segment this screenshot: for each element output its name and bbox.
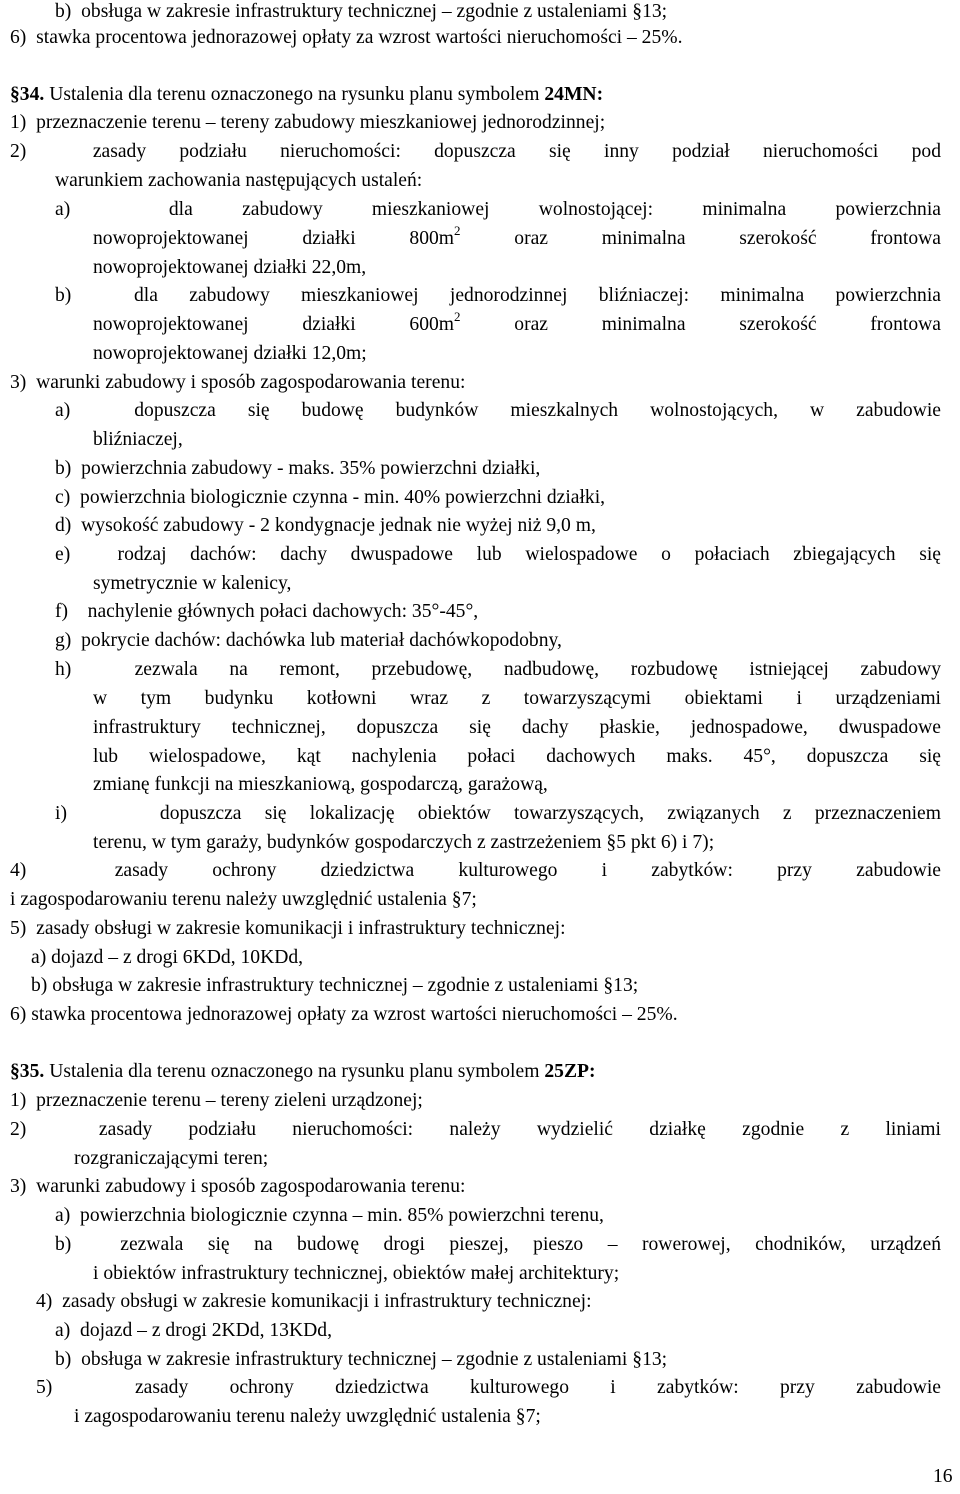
s34-item-2a-cont [93,225,941,254]
section-35-heading [10,1058,596,1086]
top-line-6: 6) stawka procentowa jednorazowej opłaty za wzrost wartości nieruchomości – 25%. [10,27,683,48]
section-35-symbol: 25ZP: [544,1061,596,1082]
top-line-b: b) obsługa w zakresie infrastruktury technicznej – zgodnie z ustaleniami §13; [55,1,668,22]
s34-item-3c: c) powierzchnia biologicznie czynna - min. 40% powierzchni działki, [55,487,606,508]
s34-item-5: 5) zasady obsługi w zakresie komunikacji i infrastruktury technicznej: [10,918,566,939]
s35-item-3a: a) powierzchnia biologicznie czynna – min. 85% powierzchni terenu, [55,1205,604,1226]
s34-item-3i: i) dopuszcza się lokalizację obiektów towarzyszących, związanych z przeznaczeniem [55,803,941,824]
section-34-heading-text: Ustalenia dla terenu oznaczonego na rysunku planu symbolem [44,84,545,105]
section-35-heading-text: Ustalenia dla terenu oznaczonego na rysunku planu symbolem [44,1061,545,1082]
s34-item-2: 2) zasady podziału nieruchomości: dopuszcza się inny podział nieruchomości pod [10,141,941,162]
s34-item-3g: g) pokrycie dachów: dachówka lub materiał dachówkopodobny, [55,630,562,651]
section-34-symbol: 24MN: [544,84,604,105]
s34-item-3e: e) rodzaj dachów: dachy dwuspadowe lub wielospadowe o połaciach zbiegających się [55,544,941,565]
s34-item-3d: d) wysokość zabudowy - 2 kondygnacje jednak nie wyżej niż 9,0 m, [55,515,596,536]
s35-item-5-cont: i zagospodarowaniu terenu należy uwzględnić ustalenia §7; [74,1406,541,1427]
s34-item-3i-cont: terenu, w tym garaży, budynków gospodarczych z zastrzeżeniem §5 pkt 6) i 7); [93,832,715,853]
s34-item-2b-end: nowoprojektowanej działki 12,0m; [93,343,367,364]
s34-item-3a: a) dopuszcza się budowę budynków mieszkalnych wolnostojących, w zabudowie [55,400,941,421]
s35-item-3: 3) warunki zabudowy i sposób zagospodarowania terenu: [10,1176,466,1197]
s34-item-3h-cont-1: w tym budynku kotłowni wraz z towarzyszącymi obiektami i urządzeniami [93,688,941,709]
s34-item-3h-cont-4: zmianę funkcji na mieszkaniową, gospodarczą, garażową, [93,774,548,795]
s34-item-4-cont: i zagospodarowaniu terenu należy uwzględnić ustalenia §7; [10,889,477,910]
s35-item-3b-cont: i obiektów infrastruktury technicznej, obiektów małej architektury; [93,1263,620,1284]
s34-item-2a-end: nowoprojektowanej działki 22,0m, [93,257,367,278]
s34-item-3h-cont-3: lub wielospadowe, kąt nachylenia połaci dachowych maks. 45°, dopuszcza się [93,746,941,767]
page-number: 16 [933,1466,953,1487]
s35-item-4a: a) dojazd – z drogi 2KDd, 13KDd, [55,1320,332,1341]
s35-item-2-cont: rozgraniczającymi teren; [74,1148,269,1169]
superscript-2: 2 [454,309,461,324]
s35-item-3b: b) zezwala się na budowę drogi pieszej, pieszo – rowerowej, chodników, urządzeń [55,1234,941,1255]
s34-item-4: 4) zasady ochrony dziedzictwa kulturowego i zabytków: przy zabudowie [10,860,941,881]
s34-item-2b-cont [93,311,941,340]
s35-item-2: 2) zasady podziału nieruchomości: należy wydzielić działkę zgodnie z liniami [10,1119,941,1140]
s34-item-2b-area: nowoprojektowanej działki 600m [93,314,455,335]
s34-item-5b: b) obsługa w zakresie infrastruktury technicznej – zgodnie z ustaleniami §13; [31,975,639,996]
s34-item-3a-cont: bliźniaczej, [93,429,183,450]
s35-item-5: 5) zasady ochrony dziedzictwa kulturowego i zabytków: przy zabudowie [36,1377,941,1398]
s34-item-3h: h) zezwala na remont, przebudowę, nadbudowę, rozbudowę istniejącej zabudowy [55,659,941,680]
s35-item-4: 4) zasady obsługi w zakresie komunikacji i infrastruktury technicznej: [36,1291,592,1312]
s34-item-2-cont: warunkiem zachowania następujących ustaleń: [55,170,423,191]
s34-item-3: 3) warunki zabudowy i sposób zagospodarowania terenu: [10,372,466,393]
s34-item-2a: a) dla zabudowy mieszkaniowej wolnostojącej: minimalna powierzchnia [55,199,941,220]
s34-item-2a-frontage: oraz minimalna szerokość frontowa [460,228,941,249]
s34-item-3h-cont-2: infrastruktury technicznej, dopuszcza się dachy płaskie, jednospadowe, dwuspadowe [93,717,941,738]
section-34-heading [10,81,603,109]
superscript-2: 2 [454,223,461,238]
s34-item-3b: b) powierzchnia zabudowy - maks. 35% powierzchni działki, [55,458,541,479]
section-35-number: §35. [10,1061,45,1082]
s35-item-4b: b) obsługa w zakresie infrastruktury technicznej – zgodnie z ustaleniami §13; [55,1349,668,1370]
s34-item-3f: f) nachylenie głównych połaci dachowych: 35°-45°, [55,601,479,622]
s34-item-2b-frontage: oraz minimalna szerokość frontowa [460,314,941,335]
s35-item-1: 1) przeznaczenie terenu – tereny zieleni urządzonej; [10,1090,423,1111]
section-34-number: §34. [10,84,45,105]
s34-item-2a-area: nowoprojektowanej działki 800m [93,228,455,249]
s34-item-2b: b) dla zabudowy mieszkaniowej jednorodzinnej bliźniaczej: minimalna powierzchnia [55,285,941,306]
s34-item-5a: a) dojazd – z drogi 6KDd, 10KDd, [31,947,304,968]
s34-item-3e-cont: symetrycznie w kalenicy, [93,573,292,594]
s34-item-1: 1) przeznaczenie terenu – tereny zabudowy mieszkaniowej jednorodzinnej; [10,112,606,133]
s34-item-6: 6) stawka procentowa jednorazowej opłaty za wzrost wartości nieruchomości – 25%. [10,1004,678,1025]
